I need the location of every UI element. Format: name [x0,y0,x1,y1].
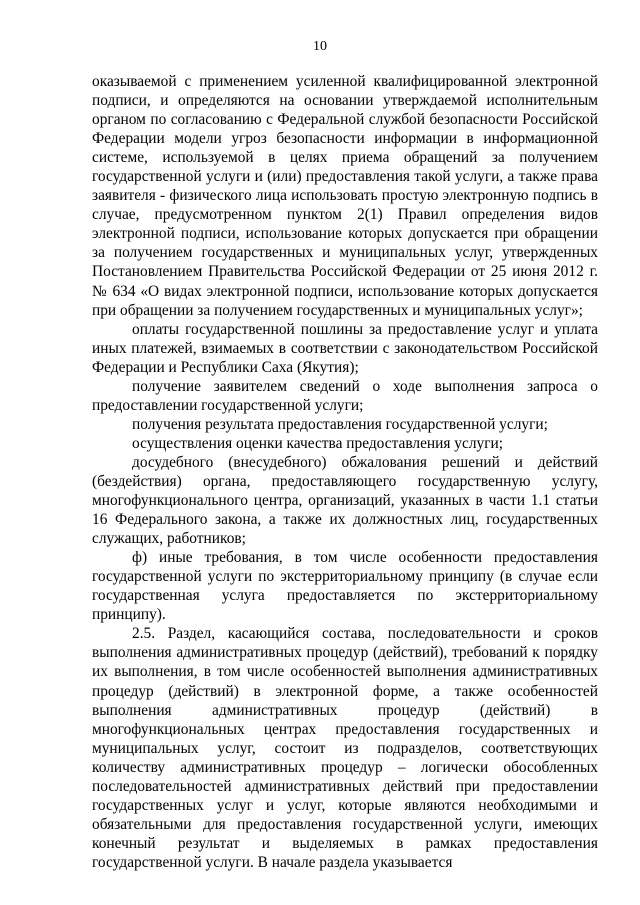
paragraph: осуществления оценки качества предоставления услуги; [132,434,504,452]
page-number: 10 [313,39,327,54]
paragraph: получения результата предоставления государственной услуги; [132,415,548,433]
paragraph: получение заявителем сведений о ходе выполнения запроса о предоставлении государственной услуги; [92,377,598,414]
body-text [92,72,598,872]
paragraph: 2.5. Раздел, касающийся состава, последовательности и сроков выполнения административных процедур (действий), требований к порядку их выполнения, в том числе особенностей выполнения административных процедур (действий) в электронной форме, а также особенностей выполнения административных процедур (действий) в многофункциональных центрах предоставления государственных и муниципальных услуг, состоит из подразделов, соответствующих количеству административных процедур – логически обособленных последовательностей административных действий при предоставлении государственных услуг и услуг, которые являются необходимыми и обязательными для предоставления государственной услуги, имеющих конечный результат и выделяемых в рамках предоставления государственной услуги. В начале раздела указывается [92,625,598,871]
paragraph: оплаты государственной пошлины за предоставление услуг и уплата иных платежей, взимаемых в соответствии с законодательством Российской Федерации и Республики Саха (Якутия); [92,320,598,376]
paragraph: оказываемой с применением усиленной квалифицированной электронной подписи, и определяются на основании утверждаемой исполнительным органом по согласованию с Федеральной службой безопасности Российской Федерации модели угроз безопасности информации в информационной системе, используемой в целях приема обращений за получением государственной услуги и (или) предоставления такой услуги, а также права заявителя - физического лица использовать простую электронную подпись в случае, предусмотренном пунктом 2(1) Правил определения видов электронной подписи, использование которых допускается при обращении за получением государственных и муниципальных услуг, утвержденных Постановлением Правительства Российской Федерации от 25 июня 2012 г. № 634 «О видах электронной подписи, использование которых допускается при обращении за получением государственных и муниципальных услуг»; [92,73,598,319]
paragraph: ф) иные требования, в том числе особенности предоставления государственной услуги по экстерриториальному принципу (в случае если государственная услуга предоставляется по экстерриториальному принципу). [92,549,598,624]
paragraph: досудебного (внесудебного) обжалования решений и действий (бездействия) органа, предоставляющего государственную услугу, многофункционального центра, организаций, указанных в части 1.1 статьи 16 Федерального закона, а также их должностных лиц, государственных служащих, работников; [92,453,598,548]
